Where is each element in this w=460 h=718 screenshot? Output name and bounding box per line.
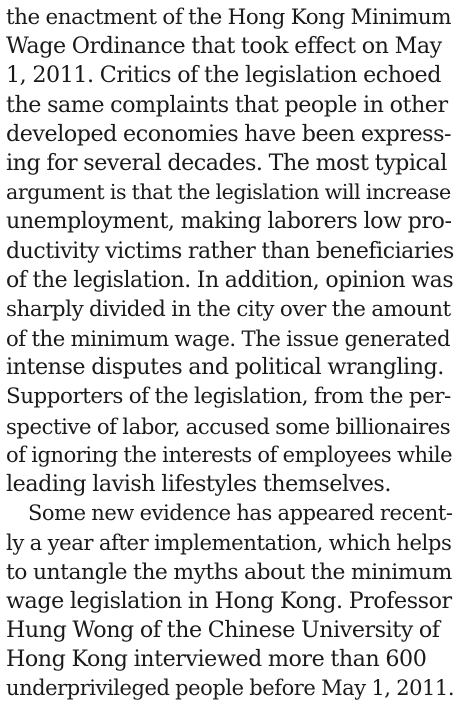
text-line: Hung Wong of the Chinese University of xyxy=(6,616,440,643)
text-line: Wage Ordinance that took effect on May xyxy=(6,33,442,60)
text-line: spective of labor, accused some billionaires xyxy=(6,413,451,439)
text-line: leading lavish lifestyles themselves. xyxy=(6,471,391,497)
paragraph-1 xyxy=(6,3,454,499)
text-line: ing for several decades. The most typical xyxy=(6,149,447,176)
text-line: to untangle the myths about the minimum xyxy=(6,559,452,585)
text-line-indented: Some new evidence has appeared recent- xyxy=(28,501,453,526)
text-line: ly a year after implementation, which helps xyxy=(6,530,452,556)
text-line: the enactment of the Hong Kong Minimum xyxy=(6,5,452,30)
text-line: underprivileged people before May 1, 2011. xyxy=(6,676,455,701)
text-line: 1, 2011. Critics of the legislation echoed xyxy=(6,62,441,89)
text-line: of the minimum wage. The issue generated xyxy=(6,326,451,352)
text-line: of the legislation. In addition, opinion was xyxy=(6,267,454,293)
text-line: argument is that the legislation will increase xyxy=(6,180,451,205)
text-line: unemployment, making laborers low pro- xyxy=(6,208,452,235)
text-line: of ignoring the interests of employees while xyxy=(6,442,453,467)
text-line: sharply divided in the city over the amount xyxy=(6,296,451,322)
text-line: developed economies have been express- xyxy=(6,120,452,147)
text-line: Hong Kong interviewed more than 600 xyxy=(6,646,427,673)
text-line: Supporters of the legislation, from the per- xyxy=(6,384,451,410)
text-line: the same complaints that people in other xyxy=(6,91,448,118)
text-line: intense disputes and political wrangling. xyxy=(6,354,444,381)
text-line: wage legislation in Hong Kong. Professor xyxy=(6,587,452,614)
paragraph-2 xyxy=(6,499,454,703)
text-line: ductivity victims rather than beneficiaries xyxy=(6,238,454,264)
